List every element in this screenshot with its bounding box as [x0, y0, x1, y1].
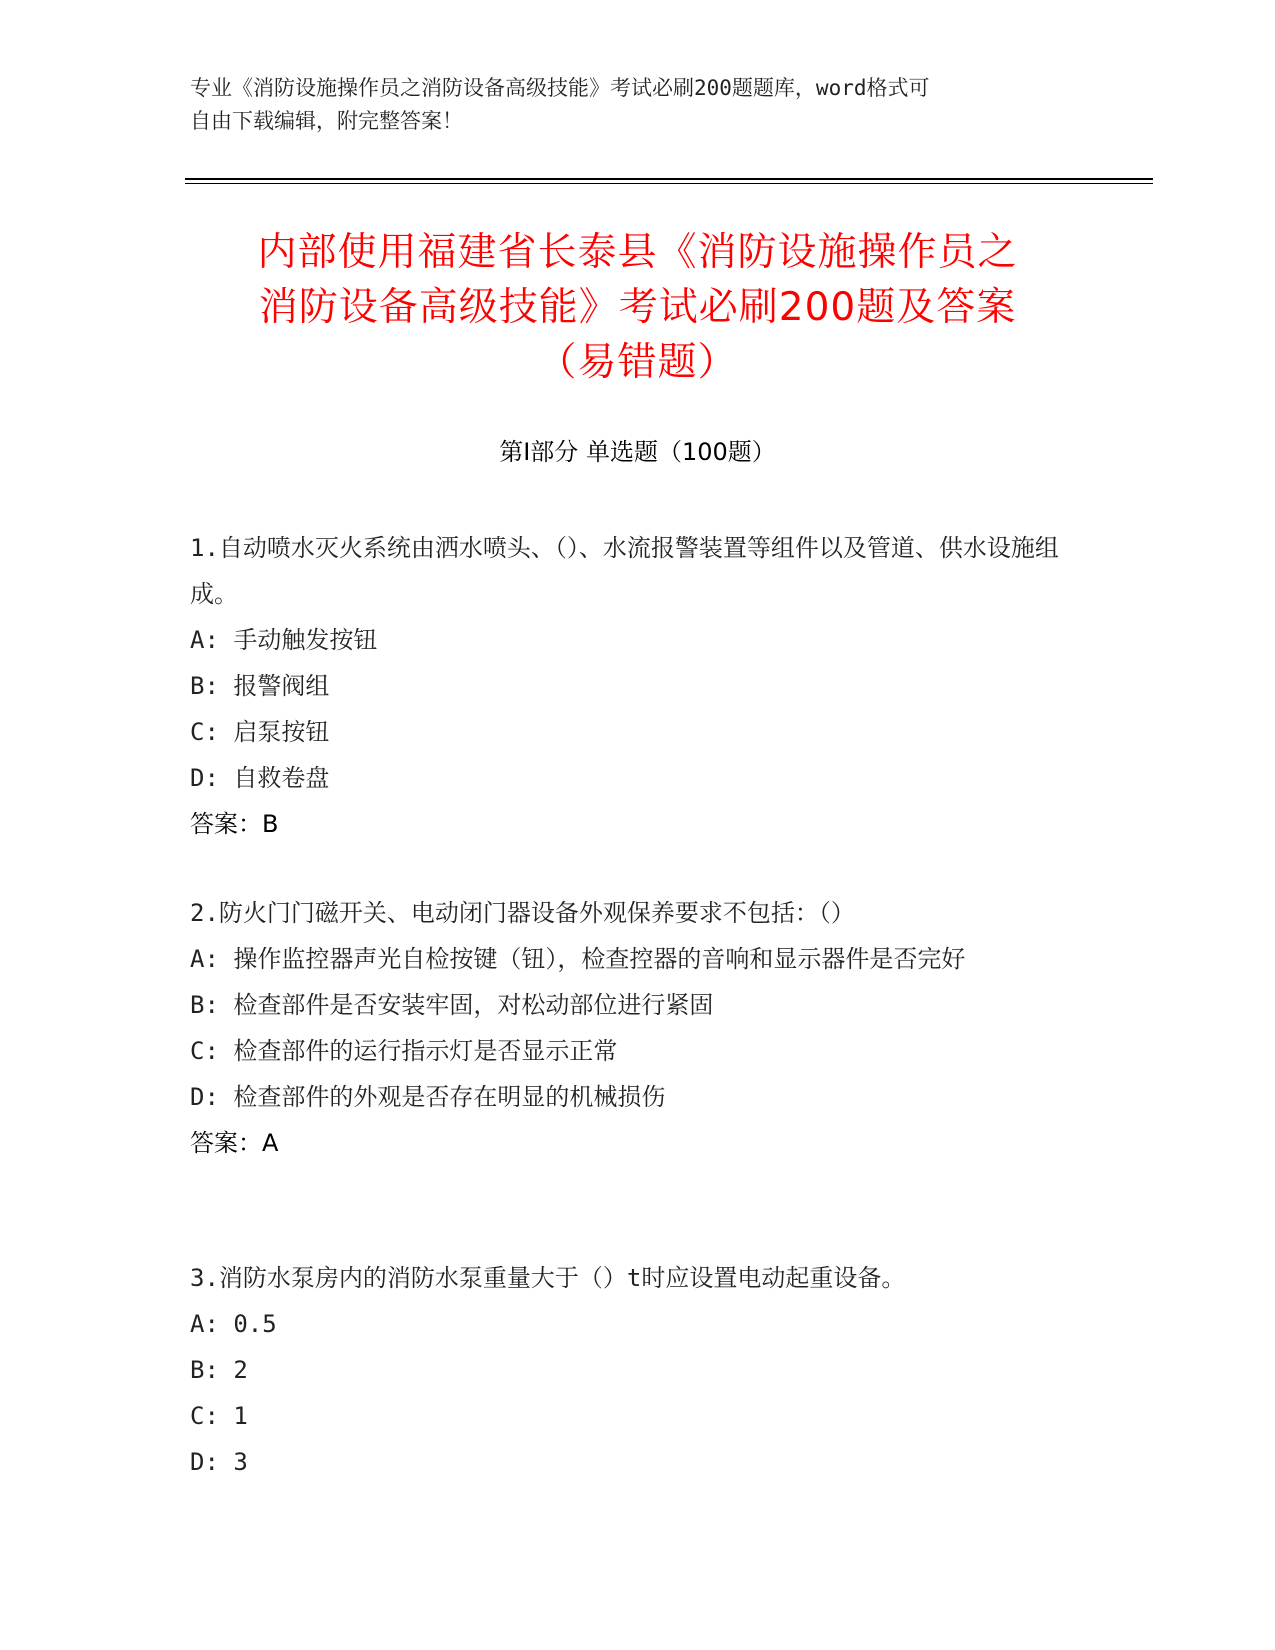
option-a: A: 手动触发按钮	[190, 626, 378, 654]
option-b: B: 2	[190, 1356, 248, 1384]
option-c: C: 检查部件的运行指示灯是否显示正常	[190, 1037, 618, 1065]
question-stem: 1.自动喷水灭火系统由洒水喷头、（）、水流报警装置等组件以及管道、供水设施组成。	[190, 534, 1059, 608]
option-a: A: 0.5	[190, 1310, 277, 1338]
option-a: A: 操作监控器声光自检按键（钮），检查控器的音响和显示器件是否完好	[190, 945, 966, 973]
option-d: D: 自救卷盘	[190, 764, 330, 792]
document-title	[185, 225, 1090, 390]
answer-line: 答案：B	[190, 810, 279, 838]
option-c: C: 1	[190, 1402, 248, 1430]
intro-line: 专业《消防设施操作员之消防设备高级技能》考试必刷200题题库，word格式可	[190, 76, 930, 100]
section-heading: 第Ⅰ部分 单选题（100题）	[499, 438, 776, 466]
option-d: D: 检查部件的外观是否存在明显的机械损伤	[190, 1083, 666, 1111]
question-stem: 3.消防水泵房内的消防水泵重量大于（）t时应设置电动起重设备。	[190, 1264, 906, 1292]
header-rule-thick	[185, 178, 1153, 180]
header-rule-thin	[185, 183, 1153, 184]
question-block	[190, 890, 1090, 1166]
question-block	[190, 525, 1090, 847]
option-b: B: 报警阀组	[190, 672, 330, 700]
answer-line: 答案：A	[190, 1129, 279, 1157]
option-b: B: 检查部件是否安装牢固，对松动部位进行紧固	[190, 991, 714, 1019]
option-c: C: 启泵按钮	[190, 718, 330, 746]
question-stem: 2.防火门门磁开关、电动闭门器设备外观保养要求不包括：（）	[190, 899, 855, 927]
option-d: D: 3	[190, 1448, 248, 1476]
title-line: （易错题）	[537, 340, 738, 385]
intro-paragraph	[190, 72, 1070, 138]
title-line: 内部使用福建省长泰县《消防设施操作员之	[257, 230, 1018, 275]
intro-line: 自由下载编辑，附完整答案！	[190, 109, 463, 133]
question-block	[190, 1255, 1090, 1485]
title-line: 消防设备高级技能》考试必刷200题及答案	[258, 285, 1017, 330]
